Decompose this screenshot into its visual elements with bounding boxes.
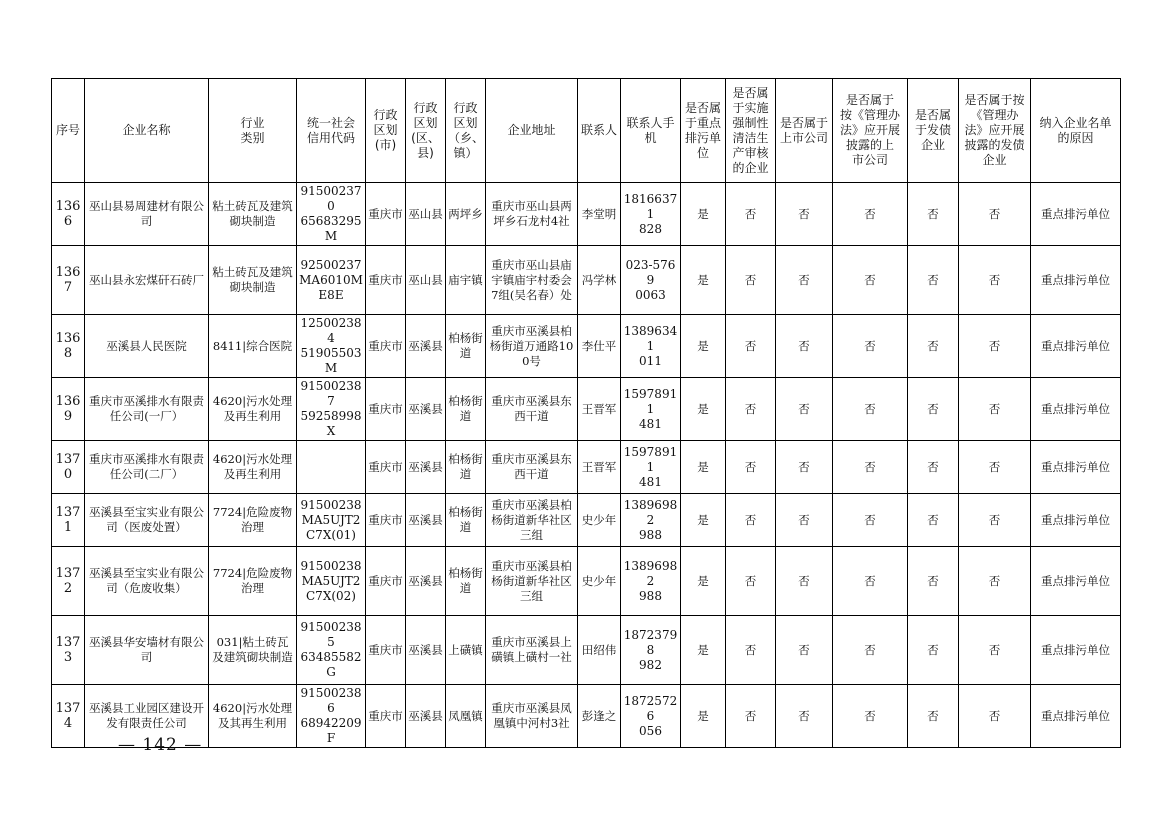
cell-town: 柏杨街道 [446, 441, 486, 494]
cell-reason: 重点排污单位 [1031, 616, 1121, 685]
cell-address: 重庆市巫溪县东西干道 [486, 441, 578, 494]
cell-code: 91500238 MA5UJT2 C7X(02) [297, 547, 366, 616]
cell-phone: 18725726 056 [621, 685, 681, 748]
cell-bond-disclose: 否 [959, 378, 1031, 441]
cell-bond-disclose: 否 [959, 183, 1031, 246]
cell-bond: 否 [908, 441, 959, 494]
cell-phone: 18723798 982 [621, 616, 681, 685]
column-header: 是否属于 上市公司 [776, 79, 833, 183]
cell-listed: 否 [776, 246, 833, 315]
cell-name: 重庆市巫溪排水有限责任公司(二厂） [85, 441, 209, 494]
column-header: 行政 区划 （乡、 镇） [446, 79, 486, 183]
cell-contact: 彭逢之 [578, 685, 621, 748]
cell-idx: 1370 [52, 441, 85, 494]
cell-town: 两坪乡 [446, 183, 486, 246]
column-header: 是否属于 按《管理办 法》应开展 披露的上 市公司 [833, 79, 908, 183]
cell-reason: 重点排污单位 [1031, 494, 1121, 547]
cell-address: 重庆市巫溪县柏杨街道新华社区三组 [486, 547, 578, 616]
cell-address: 重庆市巫溪县上磺镇上磺村一社 [486, 616, 578, 685]
cell-name: 巫山县永宏煤矸石砖厂 [85, 246, 209, 315]
table-row [52, 616, 1121, 685]
cell-listed: 否 [776, 547, 833, 616]
cell-idx: 1372 [52, 547, 85, 616]
cell-reason: 重点排污单位 [1031, 378, 1121, 441]
cell-clean-audit: 否 [726, 441, 776, 494]
cell-code [297, 441, 366, 494]
cell-key-polluter: 是 [681, 246, 726, 315]
cell-listed-disclose: 否 [833, 246, 908, 315]
cell-county: 巫溪县 [406, 441, 446, 494]
cell-clean-audit: 否 [726, 183, 776, 246]
cell-idx: 1368 [52, 315, 85, 378]
cell-address: 重庆市巫溪县凤凰镇中河村3社 [486, 685, 578, 748]
cell-clean-audit: 否 [726, 315, 776, 378]
cell-listed-disclose: 否 [833, 378, 908, 441]
column-header: 是否属 于发债 企业 [908, 79, 959, 183]
cell-clean-audit: 否 [726, 494, 776, 547]
cell-listed: 否 [776, 378, 833, 441]
table-row [52, 183, 1121, 246]
cell-code: 915002386 68942209F [297, 685, 366, 748]
cell-city: 重庆市 [366, 616, 406, 685]
cell-name: 巫溪县人民医院 [85, 315, 209, 378]
cell-phone: 15978911 481 [621, 441, 681, 494]
cell-phone: 023-5769 0063 [621, 246, 681, 315]
cell-bond-disclose: 否 [959, 441, 1031, 494]
cell-contact: 冯学林 [578, 246, 621, 315]
cell-industry: 7724|危险废物治理 [209, 494, 297, 547]
cell-bond-disclose: 否 [959, 246, 1031, 315]
cell-industry: 4620|污水处理及其再生利用 [209, 685, 297, 748]
column-header: 是否属于按 《管理办 法》应开展 披露的发债 企业 [959, 79, 1031, 183]
cell-industry: 粘土砖瓦及建筑砌块制造 [209, 183, 297, 246]
cell-bond-disclose: 否 [959, 494, 1031, 547]
cell-industry: 8411|综合医院 [209, 315, 297, 378]
cell-city: 重庆市 [366, 246, 406, 315]
cell-name: 巫溪县华安墙材有限公司 [85, 616, 209, 685]
cell-address: 重庆市巫溪县柏杨街道万通路100号 [486, 315, 578, 378]
column-header: 企业地址 [486, 79, 578, 183]
column-header: 统一社会 信用代码 [297, 79, 366, 183]
cell-idx: 1369 [52, 378, 85, 441]
cell-phone: 18166371 828 [621, 183, 681, 246]
cell-address: 重庆市巫山县庙宇镇庙宇村委会7组(吴名春）处 [486, 246, 578, 315]
table-row [52, 441, 1121, 494]
cell-town: 柏杨街道 [446, 378, 486, 441]
cell-county: 巫溪县 [406, 685, 446, 748]
cell-clean-audit: 否 [726, 246, 776, 315]
cell-listed-disclose: 否 [833, 315, 908, 378]
cell-code: 125002384 51905503 M [297, 315, 366, 378]
cell-code: 91500238 MA5UJT2 C7X(01) [297, 494, 366, 547]
cell-industry: 7724|危险废物治理 [209, 547, 297, 616]
cell-key-polluter: 是 [681, 378, 726, 441]
column-header: 企业名称 [85, 79, 209, 183]
column-header: 行政 区划 (区、 县) [406, 79, 446, 183]
cell-town: 庙宇镇 [446, 246, 486, 315]
cell-address: 重庆市巫溪县柏杨街道新华社区三组 [486, 494, 578, 547]
cell-town: 凤凰镇 [446, 685, 486, 748]
cell-name: 巫溪县至宝实业有限公司（危废收集） [85, 547, 209, 616]
table-header-row [52, 79, 1121, 183]
cell-industry: 031|粘土砖瓦及建筑砌块制造 [209, 616, 297, 685]
cell-clean-audit: 否 [726, 685, 776, 748]
cell-idx: 1366 [52, 183, 85, 246]
cell-county: 巫溪县 [406, 547, 446, 616]
table-row [52, 547, 1121, 616]
cell-phone: 13896982 988 [621, 547, 681, 616]
cell-bond-disclose: 否 [959, 685, 1031, 748]
cell-city: 重庆市 [366, 494, 406, 547]
cell-county: 巫溪县 [406, 616, 446, 685]
column-header: 联系人手 机 [621, 79, 681, 183]
cell-reason: 重点排污单位 [1031, 315, 1121, 378]
cell-listed: 否 [776, 441, 833, 494]
cell-key-polluter: 是 [681, 315, 726, 378]
column-header: 联系人 [578, 79, 621, 183]
cell-industry: 4620|污水处理及再生利用 [209, 441, 297, 494]
cell-bond: 否 [908, 685, 959, 748]
cell-listed-disclose: 否 [833, 494, 908, 547]
cell-county: 巫山县 [406, 183, 446, 246]
cell-county: 巫山县 [406, 246, 446, 315]
cell-city: 重庆市 [366, 547, 406, 616]
column-header: 行业 类别 [209, 79, 297, 183]
cell-listed-disclose: 否 [833, 183, 908, 246]
cell-idx: 1374 [52, 685, 85, 748]
cell-listed: 否 [776, 616, 833, 685]
cell-listed: 否 [776, 685, 833, 748]
cell-bond: 否 [908, 616, 959, 685]
table-body [52, 183, 1121, 748]
cell-listed: 否 [776, 494, 833, 547]
cell-contact: 田绍伟 [578, 616, 621, 685]
page-number: — 142 — [118, 735, 203, 755]
cell-bond-disclose: 否 [959, 616, 1031, 685]
table-row [52, 246, 1121, 315]
column-header: 纳入企业名单 的原因 [1031, 79, 1121, 183]
cell-idx: 1367 [52, 246, 85, 315]
cell-reason: 重点排污单位 [1031, 441, 1121, 494]
cell-address: 重庆市巫山县两坪乡石龙村4社 [486, 183, 578, 246]
cell-key-polluter: 是 [681, 494, 726, 547]
table-row [52, 685, 1121, 748]
cell-code: 92500237 MA6010M E8E [297, 246, 366, 315]
cell-listed: 否 [776, 183, 833, 246]
cell-phone: 13896341 011 [621, 315, 681, 378]
cell-contact: 李堂明 [578, 183, 621, 246]
cell-town: 柏杨街道 [446, 547, 486, 616]
cell-city: 重庆市 [366, 315, 406, 378]
cell-bond: 否 [908, 183, 959, 246]
cell-name: 巫溪县至宝实业有限公司（医废处置） [85, 494, 209, 547]
cell-reason: 重点排污单位 [1031, 685, 1121, 748]
cell-listed-disclose: 否 [833, 547, 908, 616]
cell-phone: 13896982 988 [621, 494, 681, 547]
cell-industry: 4620|污水处理及再生利用 [209, 378, 297, 441]
cell-phone: 15978911 481 [621, 378, 681, 441]
cell-industry: 粘土砖瓦及建筑砌块制造 [209, 246, 297, 315]
cell-name: 巫山县易周建材有限公司 [85, 183, 209, 246]
table-row [52, 494, 1121, 547]
column-header: 行政 区划 (市) [366, 79, 406, 183]
cell-listed-disclose: 否 [833, 616, 908, 685]
cell-clean-audit: 否 [726, 378, 776, 441]
cell-key-polluter: 是 [681, 547, 726, 616]
column-header: 是否属 于实施 强制性 清洁生 产审核 的企业 [726, 79, 776, 183]
cell-reason: 重点排污单位 [1031, 547, 1121, 616]
cell-city: 重庆市 [366, 378, 406, 441]
cell-key-polluter: 是 [681, 616, 726, 685]
cell-key-polluter: 是 [681, 183, 726, 246]
cell-bond: 否 [908, 246, 959, 315]
cell-county: 巫溪县 [406, 315, 446, 378]
cell-town: 上磺镇 [446, 616, 486, 685]
cell-contact: 史少年 [578, 494, 621, 547]
cell-bond: 否 [908, 315, 959, 378]
cell-clean-audit: 否 [726, 547, 776, 616]
enterprise-list-table [51, 78, 1121, 748]
cell-contact: 王晋军 [578, 378, 621, 441]
cell-listed-disclose: 否 [833, 441, 908, 494]
cell-reason: 重点排污单位 [1031, 246, 1121, 315]
cell-address: 重庆市巫溪县东西干道 [486, 378, 578, 441]
cell-bond: 否 [908, 547, 959, 616]
cell-bond: 否 [908, 378, 959, 441]
cell-listed-disclose: 否 [833, 685, 908, 748]
cell-contact: 史少年 [578, 547, 621, 616]
cell-bond-disclose: 否 [959, 315, 1031, 378]
cell-contact: 李仕平 [578, 315, 621, 378]
column-header: 序号 [52, 79, 85, 183]
cell-name: 重庆市巫溪排水有限责任公司(一厂） [85, 378, 209, 441]
column-header: 是否属 于重点 排污单 位 [681, 79, 726, 183]
cell-listed: 否 [776, 315, 833, 378]
table-row [52, 378, 1121, 441]
cell-bond-disclose: 否 [959, 547, 1031, 616]
cell-town: 柏杨街道 [446, 494, 486, 547]
cell-code: 915002370 65683295 M [297, 183, 366, 246]
cell-idx: 1371 [52, 494, 85, 547]
cell-name: 巫溪县工业园区建设开发有限责任公司 [85, 685, 209, 748]
cell-key-polluter: 是 [681, 441, 726, 494]
cell-code: 915002387 59258998X [297, 378, 366, 441]
cell-reason: 重点排污单位 [1031, 183, 1121, 246]
table-row [52, 315, 1121, 378]
cell-idx: 1373 [52, 616, 85, 685]
cell-city: 重庆市 [366, 183, 406, 246]
cell-city: 重庆市 [366, 441, 406, 494]
cell-county: 巫溪县 [406, 378, 446, 441]
cell-bond: 否 [908, 494, 959, 547]
cell-clean-audit: 否 [726, 616, 776, 685]
cell-county: 巫溪县 [406, 494, 446, 547]
cell-town: 柏杨街道 [446, 315, 486, 378]
cell-contact: 王晋军 [578, 441, 621, 494]
cell-key-polluter: 是 [681, 685, 726, 748]
cell-code: 915002385 63485582G [297, 616, 366, 685]
cell-city: 重庆市 [366, 685, 406, 748]
